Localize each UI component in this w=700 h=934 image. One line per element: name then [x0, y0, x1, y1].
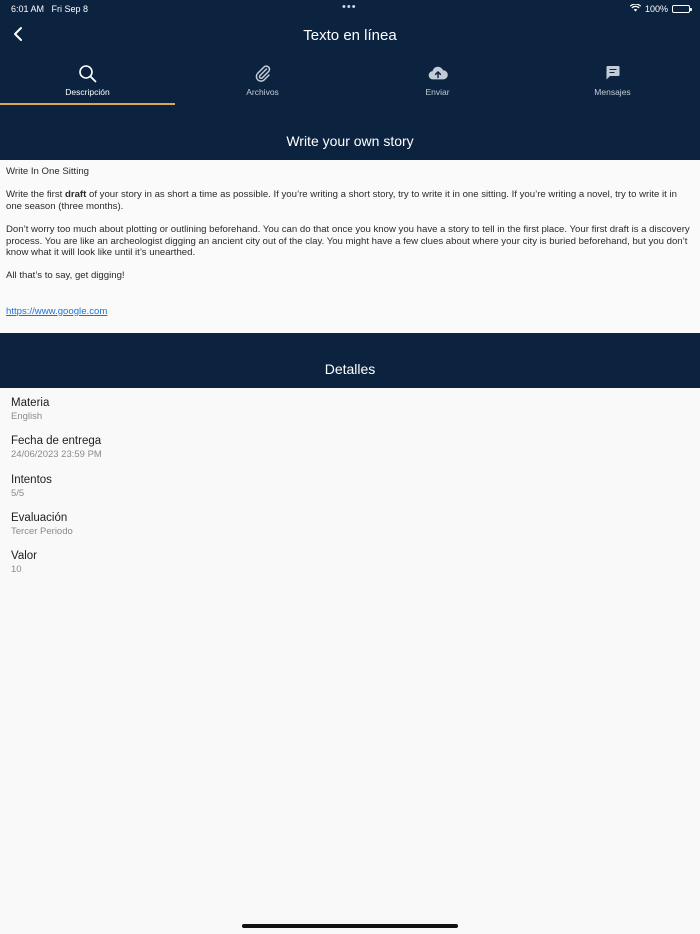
tab-enviar[interactable] [350, 58, 525, 106]
detail-label: Evaluación [11, 511, 68, 524]
details-list [11, 396, 691, 587]
detail-value: English [11, 411, 43, 422]
description-heading: Write In One Sitting [6, 166, 90, 177]
wifi-icon [630, 4, 641, 14]
tab-bar [0, 58, 700, 106]
tab-label: Enviar [425, 87, 450, 97]
multitask-dots[interactable]: ••• [342, 1, 357, 13]
tab-archivos[interactable] [175, 58, 350, 106]
detail-label: Intentos [11, 473, 52, 486]
description-paragraph: All that’s to say, get digging! [6, 270, 125, 282]
description-content [0, 160, 700, 333]
tab-descripcion[interactable] [0, 58, 175, 106]
detail-value: 10 [11, 564, 22, 576]
detail-evaluacion [11, 511, 691, 549]
tab-mensajes[interactable] [525, 58, 700, 106]
detail-valor [11, 549, 691, 587]
detail-value: 5/5 [11, 487, 25, 499]
tab-label: Archivos [246, 87, 279, 97]
detail-intentos [11, 473, 691, 511]
detail-fecha-de-entrega [11, 434, 691, 472]
status-indicators [630, 4, 690, 14]
detail-materia [11, 396, 691, 434]
text-run: of your story in as short a time as possible. If you’re writing a short story, try to write it in one sitting. If you’re writing a novel, try to write it in one season (three months). [6, 189, 677, 212]
detail-label: Valor [11, 550, 37, 563]
status-bar [0, 0, 700, 18]
search-icon [78, 63, 98, 83]
detail-value: 24/06/2023 23:59 PM [11, 449, 102, 461]
bold-text: draft [65, 189, 87, 201]
detail-value: Tercer Periodo [11, 525, 73, 537]
chat-icon [603, 63, 623, 83]
home-indicator[interactable] [242, 924, 458, 928]
description-section-title: Write your own story [286, 133, 414, 149]
details-header [0, 333, 700, 388]
app-header [0, 0, 700, 160]
details-section-title: Detalles [324, 361, 376, 377]
battery-percent: 100% [644, 4, 668, 14]
cloud-upload-icon [428, 63, 448, 83]
battery-icon [672, 5, 690, 13]
detail-label: Fecha de entrega [11, 435, 102, 448]
detail-label: Materia [11, 397, 50, 409]
paperclip-icon [253, 63, 273, 83]
text-run: Write the first [6, 189, 65, 201]
status-time: 6:01 AM Fri Sep 8 [11, 4, 89, 14]
external-link[interactable]: https://www.google.com [6, 305, 108, 317]
tab-label: Descripción [65, 87, 110, 97]
description-paragraph: Don’t worry too much about plotting or outlining beforehand. You can do that once you know you have a story to tell in the first place. Your first draft is a discovery process. You are like an archeologist digging an ancient city out of the clay. You might have a few clues about where your city is buried beforehand, but you don’t know what it will look like until it’s unearthed. [6, 223, 690, 259]
description-paragraph [6, 189, 694, 212]
page-title: Texto en línea [303, 27, 397, 44]
tab-label: Mensajes [594, 87, 631, 97]
